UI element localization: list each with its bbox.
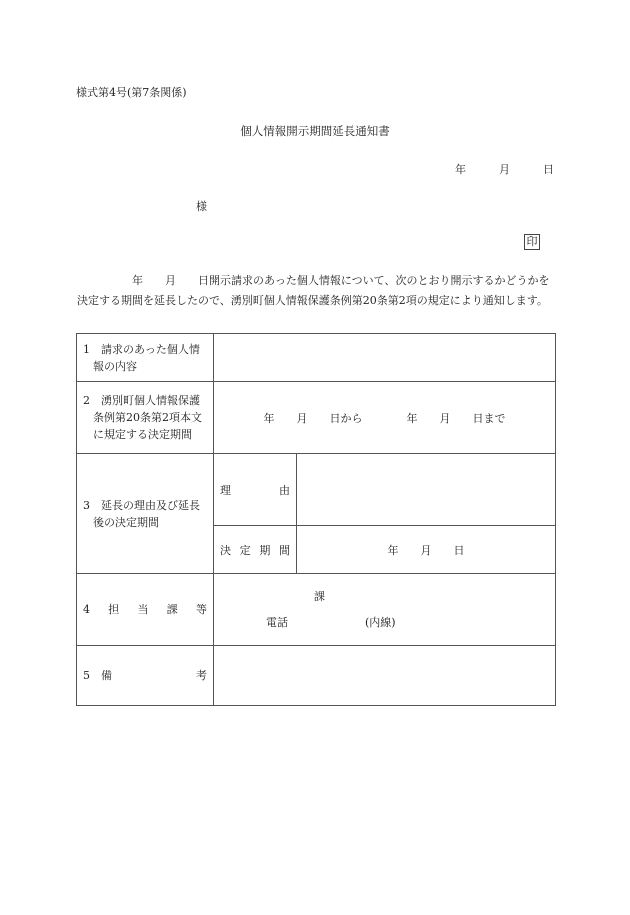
date-month: 月 <box>499 163 510 176</box>
label-extension: 3 延長の理由及び延長後の決定期間 <box>77 454 214 574</box>
date-day: 日 <box>543 163 554 176</box>
form-number: 様式第4号(第7条関係) <box>76 86 187 99</box>
value-requested-info[interactable] <box>214 334 556 382</box>
issue-date <box>455 161 554 177</box>
label-extended-period: 決 定 期 間 <box>214 526 297 574</box>
phone-line: 電話 (内線) <box>266 615 396 629</box>
value-department[interactable] <box>214 574 556 646</box>
label-department: 4 担 当 課 等 <box>77 574 214 646</box>
notice-form-table <box>76 333 556 706</box>
notice-body: 年 月 日開示請求のあった個人情報について、次のとおり開示するかどうかを決定する期間を延長したので、湧別町個人情報保護条例第20条第2項の規定により通知します。 <box>77 274 550 307</box>
label-remarks: 5 備 考 <box>77 646 214 706</box>
value-remarks[interactable] <box>214 646 556 706</box>
label-decision-period: 2 湧別町個人情報保護条例第20条第2項本文に規定する決定期間 <box>77 382 214 454</box>
table-row <box>77 334 556 382</box>
seal-stamp: 印 <box>524 234 540 250</box>
table-row <box>77 454 556 526</box>
value-extended-period[interactable]: 年 月 日 <box>297 526 556 574</box>
table-row <box>77 574 556 646</box>
table-row <box>77 646 556 706</box>
value-decision-period[interactable]: 年 月 日から 年 月 日まで <box>214 382 556 454</box>
value-reason[interactable] <box>297 454 556 526</box>
document-title: 個人情報開示期間延長通知書 <box>240 124 390 138</box>
label-requested-info: 1 請求のあった個人情報の内容 <box>77 334 214 382</box>
department-suffix: 課 <box>314 589 325 603</box>
label-reason: 理 由 <box>214 454 297 526</box>
table-row <box>77 382 556 454</box>
date-year: 年 <box>455 163 466 176</box>
addressee: 様 <box>196 200 207 213</box>
